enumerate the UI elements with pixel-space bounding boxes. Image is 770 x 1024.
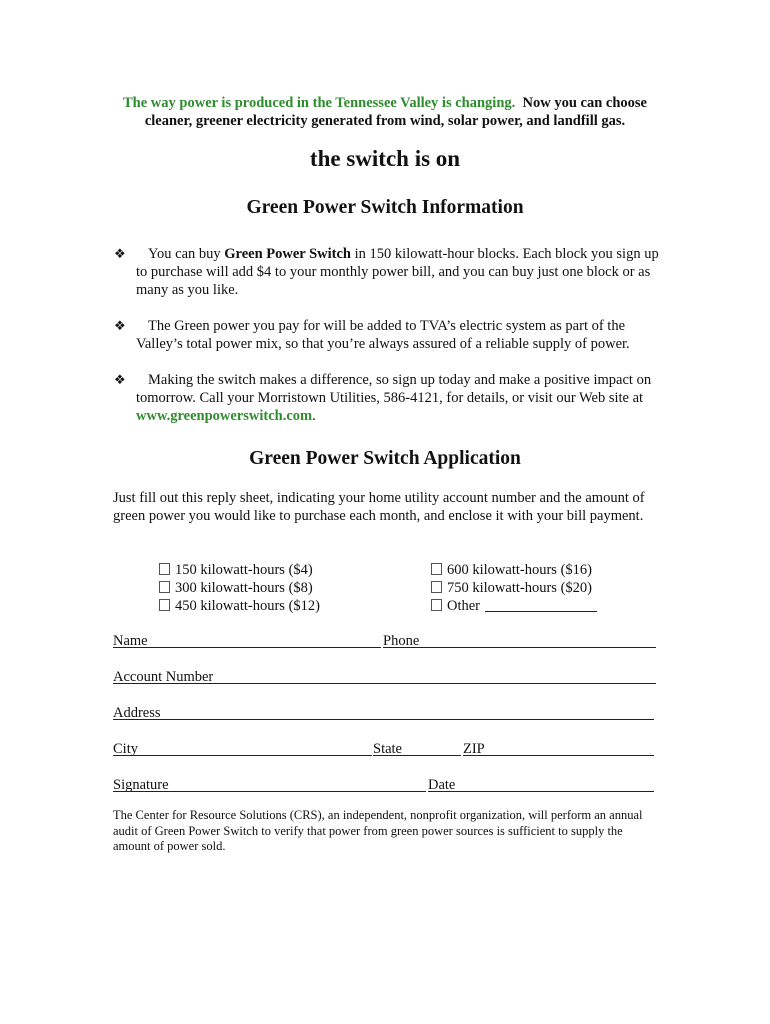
diamond-bullet-icon: ❖ bbox=[114, 246, 126, 261]
info-heading: Green Power Switch Information bbox=[246, 197, 524, 218]
checkbox-icon[interactable] bbox=[159, 581, 170, 593]
bullet-1-pre: You can buy bbox=[148, 246, 225, 262]
state-label: State bbox=[373, 741, 402, 757]
option-label: 150 kilowatt-hours ($4) bbox=[175, 562, 313, 578]
bullet-3-pre: Making the switch makes a difference, so sign up today and make a positive impact on tomorrow. Call your Morristown Utilities, 586-4121, for details, or visit our Web site at bbox=[136, 372, 652, 406]
signature-field[interactable] bbox=[113, 791, 426, 792]
address-row bbox=[113, 704, 656, 722]
bullet-item-1 bbox=[114, 245, 660, 299]
address-field[interactable] bbox=[113, 719, 654, 720]
intro-green-sentence: The way power is produced in the Tennessee Valley is changing. bbox=[123, 95, 516, 111]
city-state-zip-row bbox=[113, 740, 656, 758]
crs-footer-note: The Center for Resource Solutions (CRS), an independent, nonprofit organization, will perform an annual audit of Green Power Switch to verify that power from green power sources is sufficient to supply the amount of power sold. bbox=[113, 808, 643, 853]
state-field[interactable] bbox=[373, 755, 461, 756]
headline: the switch is on bbox=[309, 146, 461, 171]
address-label: Address bbox=[113, 705, 161, 721]
phone-label: Phone bbox=[383, 633, 420, 649]
date-label: Date bbox=[428, 777, 456, 793]
intro-text bbox=[112, 94, 658, 130]
checkbox-icon[interactable] bbox=[431, 581, 442, 593]
city-field[interactable] bbox=[113, 755, 372, 756]
checkbox-icon[interactable] bbox=[431, 599, 442, 611]
option-label: 300 kilowatt-hours ($8) bbox=[175, 580, 313, 596]
city-label: City bbox=[113, 741, 138, 757]
bullet-item-3 bbox=[114, 371, 660, 425]
bullet-item-2 bbox=[114, 317, 660, 353]
checkbox-icon[interactable] bbox=[431, 563, 442, 575]
account-row bbox=[113, 668, 656, 686]
options-left-column bbox=[159, 561, 320, 615]
option-600-kwh[interactable] bbox=[431, 561, 597, 579]
option-other[interactable] bbox=[431, 597, 597, 615]
option-150-kwh[interactable] bbox=[159, 561, 320, 579]
account-number-field[interactable] bbox=[113, 683, 656, 684]
bullet-3-post: . bbox=[312, 408, 316, 424]
option-750-kwh[interactable] bbox=[431, 579, 597, 597]
option-label: 750 kilowatt-hours ($20) bbox=[447, 580, 592, 596]
date-field[interactable] bbox=[428, 791, 654, 792]
signature-date-row bbox=[113, 776, 656, 794]
option-300-kwh[interactable] bbox=[159, 579, 320, 597]
name-phone-row bbox=[113, 632, 656, 650]
zip-field[interactable] bbox=[463, 755, 654, 756]
diamond-bullet-icon: ❖ bbox=[114, 318, 126, 333]
application-heading: Green Power Switch Application bbox=[249, 448, 521, 469]
option-label: Other bbox=[447, 598, 481, 614]
option-450-kwh[interactable] bbox=[159, 597, 320, 615]
other-amount-field[interactable] bbox=[485, 598, 597, 612]
name-label: Name bbox=[113, 633, 148, 649]
checkbox-icon[interactable] bbox=[159, 563, 170, 575]
checkbox-icon[interactable] bbox=[159, 599, 170, 611]
signature-label: Signature bbox=[113, 777, 169, 793]
account-number-label: Account Number bbox=[113, 669, 214, 685]
website-link[interactable]: www.greenpowerswitch.com bbox=[136, 408, 313, 424]
option-label: 450 kilowatt-hours ($12) bbox=[175, 598, 320, 614]
name-field[interactable] bbox=[113, 647, 381, 648]
phone-field[interactable] bbox=[383, 647, 656, 648]
zip-label: ZIP bbox=[463, 741, 485, 757]
bullet-1-post: in 150 kilowatt-hour blocks. Each block you sign up to purchase will add $4 to your monthly power bill, and you can buy just one block or as many as you like. bbox=[136, 246, 659, 298]
application-instructions: Just fill out this reply sheet, indicating your home utility account number and the amount of green power you would like to purchase each month, and enclose it with your bill payment. bbox=[113, 490, 645, 524]
option-label: 600 kilowatt-hours ($16) bbox=[447, 562, 592, 578]
intro-rest: Now you can choose cleaner, greener electricity generated from wind, solar power, and landfill gas. bbox=[144, 95, 647, 129]
bullet-2-text: The Green power you pay for will be added to TVA’s electric system as part of the Valley’s total power mix, so that you’re always assured of a reliable supply of power. bbox=[136, 318, 630, 352]
bullet-1-bold: Green Power Switch bbox=[224, 246, 352, 262]
options-right-column bbox=[431, 561, 597, 615]
diamond-bullet-icon: ❖ bbox=[114, 372, 126, 387]
